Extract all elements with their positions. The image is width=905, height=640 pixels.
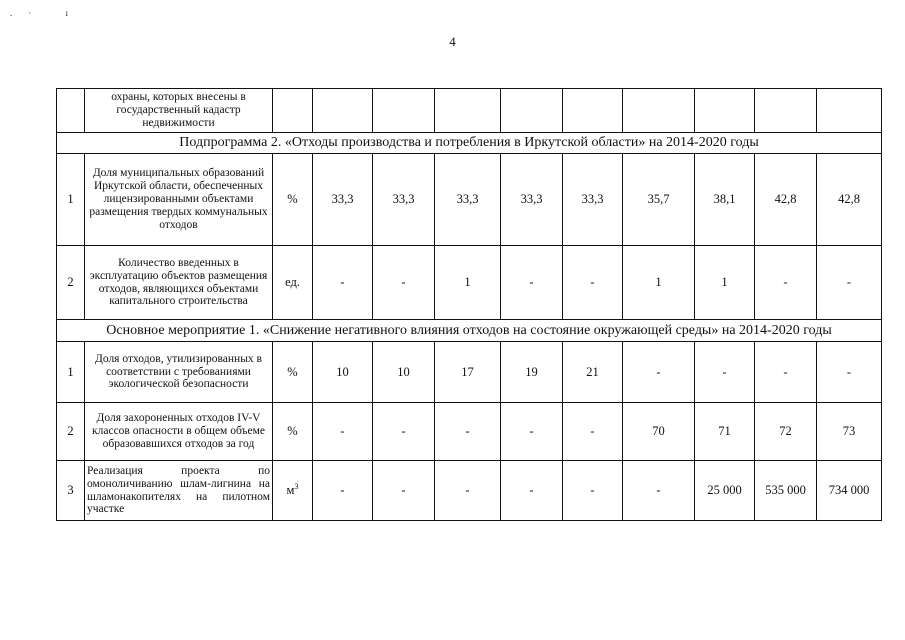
table-row [57,342,882,403]
measure-heading: Основное мероприятие 1. «Снижение негативного влияния отходов на состояние окружающей среды» на 2014-2020 годы [57,320,882,342]
cell-value: 33,3 [501,154,563,246]
cell-value: - [623,461,695,521]
cell-value: - [373,403,435,461]
cell-value: 10 [313,342,373,403]
cell-num: 1 [57,342,85,403]
scan-marks: .· ı [10,8,84,18]
cell-description: Количество введенных в эксплуатацию объектов размещения отходов, являющихся объектами капитального строительства [85,246,273,320]
cell-value: - [755,342,817,403]
cell-value: 21 [563,342,623,403]
cell-value: - [373,461,435,521]
cell-unit [273,89,313,133]
cell-unit: ед. [273,246,313,320]
cell-value: 33,3 [563,154,623,246]
cell-value: 73 [817,403,882,461]
cell-num [57,89,85,133]
cell-value: - [817,246,882,320]
unit-superscript: 3 [294,482,299,492]
cell-value: - [501,403,563,461]
cell-value [435,89,501,133]
page-number: 4 [449,34,456,49]
cell-unit: % [273,403,313,461]
table-row [57,403,882,461]
cell-description: охраны, которых внесены в государственный кадастр недвижимости [85,89,273,133]
cell-value: 42,8 [755,154,817,246]
cell-value: 38,1 [695,154,755,246]
table-row-fragment [57,89,882,133]
cell-value: 1 [695,246,755,320]
indicators-table [56,88,882,521]
cell-value: - [563,461,623,521]
cell-num: 2 [57,403,85,461]
cell-value: 33,3 [435,154,501,246]
cell-value [313,89,373,133]
section-heading-row [57,320,882,342]
cell-description: Доля отходов, утилизированных в соответствии с требованиями экологической безопасности [85,342,273,403]
cell-description: Доля муниципальных образований Иркутской области, обеспеченных лицензированными объектами размещения твердых коммунальных отходов [85,154,273,246]
subprogram-heading: Подпрограмма 2. «Отходы производства и потребления в Иркутской области» на 2014-2020 годы [57,133,882,154]
cell-value [501,89,563,133]
cell-num: 3 [57,461,85,521]
cell-value: 42,8 [817,154,882,246]
cell-unit: % [273,154,313,246]
cell-unit: % [273,342,313,403]
cell-description: Реализация проекта по омоноличиванию шлам-лигнина на шламонакопителях на пилотном участке [85,461,273,521]
cell-value [373,89,435,133]
cell-value [563,89,623,133]
cell-value: 19 [501,342,563,403]
cell-value: 1 [435,246,501,320]
section-heading-row [57,133,882,154]
table-row [57,154,882,246]
cell-value: 70 [623,403,695,461]
cell-unit [273,461,313,521]
cell-value: 33,3 [313,154,373,246]
cell-value: - [501,246,563,320]
cell-value: 17 [435,342,501,403]
cell-value: - [623,342,695,403]
cell-value [755,89,817,133]
cell-value: - [313,246,373,320]
cell-value: 35,7 [623,154,695,246]
cell-value [817,89,882,133]
cell-value: 33,3 [373,154,435,246]
cell-value: - [313,461,373,521]
table-row [57,246,882,320]
cell-value: - [501,461,563,521]
cell-value: - [373,246,435,320]
cell-value: 71 [695,403,755,461]
cell-value: - [755,246,817,320]
cell-value: 25 000 [695,461,755,521]
cell-description: Доля захороненных отходов IV-V классов опасности в общем объеме образовавшихся отходов за год [85,403,273,461]
cell-value [623,89,695,133]
cell-value: 10 [373,342,435,403]
cell-value: - [695,342,755,403]
cell-value: - [563,403,623,461]
cell-num: 2 [57,246,85,320]
cell-value [695,89,755,133]
cell-value: 1 [623,246,695,320]
cell-value: 535 000 [755,461,817,521]
cell-num: 1 [57,154,85,246]
cell-value: 72 [755,403,817,461]
cell-value: - [817,342,882,403]
cell-value: - [313,403,373,461]
table-row [57,461,882,521]
cell-value: 734 000 [817,461,882,521]
cell-value: - [563,246,623,320]
unit-text: м [286,483,295,498]
cell-value: - [435,461,501,521]
cell-value: - [435,403,501,461]
